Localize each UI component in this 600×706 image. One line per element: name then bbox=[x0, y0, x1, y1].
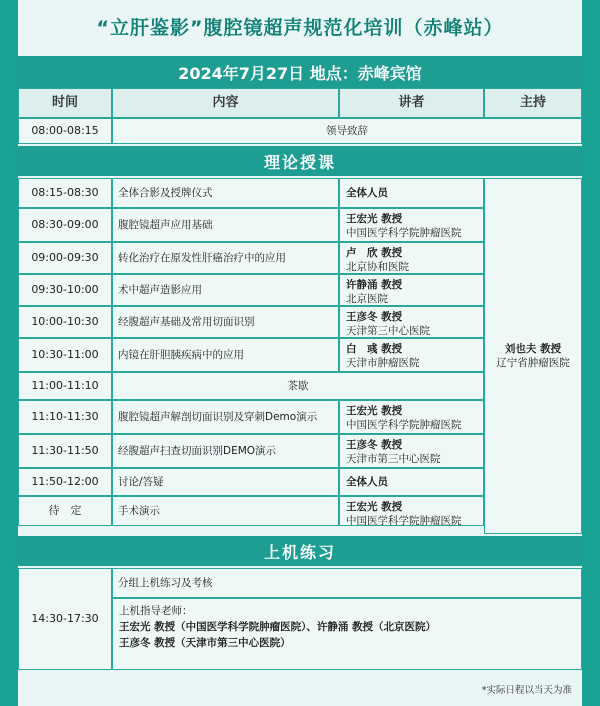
row-content: 腹腔镜超声解剖切面识别及穿刺Demo演示 bbox=[112, 400, 339, 434]
speaker-affiliation: 天津市肿瘤医院 bbox=[346, 357, 420, 369]
row-content: 手术演示 bbox=[112, 496, 339, 526]
row-speaker bbox=[339, 338, 484, 372]
speaker-name: 王宏光 教授 bbox=[346, 501, 403, 513]
row-break: 茶歇 bbox=[112, 372, 484, 400]
row-time: 11:00-11:10 bbox=[18, 372, 112, 400]
schedule-frame bbox=[18, 0, 582, 706]
host-affiliation: 辽宁省肿瘤医院 bbox=[496, 357, 570, 369]
speaker-affiliation: 中国医学科学院肿瘤医院 bbox=[346, 419, 462, 431]
host-name: 刘也夫 教授 bbox=[504, 343, 562, 355]
speaker-name: 全体人员 bbox=[346, 187, 388, 199]
row-content: 经腹超声基础及常用切面识别 bbox=[112, 306, 339, 338]
row-content: 术中超声造影应用 bbox=[112, 274, 339, 306]
section-theory: 理论授课 bbox=[18, 146, 582, 176]
row-time: 11:50-12:00 bbox=[18, 468, 112, 496]
speaker-affiliation: 北京医院 bbox=[346, 293, 388, 305]
row-speaker bbox=[339, 274, 484, 306]
header-speaker: 讲者 bbox=[339, 88, 484, 118]
row-time: 11:10-11:30 bbox=[18, 400, 112, 434]
teacher-line-1: 王宏光 教授（中国医学科学院肿瘤医院）、许静涌 教授（北京医院） bbox=[119, 621, 437, 633]
opening-time: 08:00-08:15 bbox=[18, 118, 112, 144]
row-content: 讨论/答疑 bbox=[112, 468, 339, 496]
row-time: 08:30-09:00 bbox=[18, 208, 112, 242]
speaker-name: 白 彧 教授 bbox=[346, 343, 403, 355]
row-time: 09:30-10:00 bbox=[18, 274, 112, 306]
row-speaker bbox=[339, 468, 484, 496]
row-speaker bbox=[339, 434, 484, 468]
speaker-name: 卢 欣 教授 bbox=[346, 247, 403, 259]
speaker-name: 王彦冬 教授 bbox=[346, 439, 403, 451]
host-cell bbox=[484, 178, 582, 534]
speaker-affiliation: 天津市第三中心医院 bbox=[346, 453, 441, 465]
header-time: 时间 bbox=[18, 88, 112, 118]
section-practice: 上机练习 bbox=[18, 536, 582, 566]
speaker-affiliation: 中国医学科学院肿瘤医院 bbox=[346, 515, 462, 527]
teacher-label: 上机指导老师： bbox=[119, 605, 193, 617]
header-content: 内容 bbox=[112, 88, 339, 118]
speaker-name: 王宏光 教授 bbox=[346, 405, 403, 417]
page-title: “立肝鉴影”腹腔镜超声规范化培训（赤峰站） bbox=[96, 16, 504, 39]
row-speaker bbox=[339, 178, 484, 208]
row-speaker bbox=[339, 242, 484, 274]
row-content: 经腹超声扫查切面识别DEMO演示 bbox=[112, 434, 339, 468]
practice-content: 分组上机练习及考核 bbox=[112, 568, 582, 598]
practice-teachers bbox=[112, 598, 582, 670]
speaker-affiliation: 北京协和医院 bbox=[346, 261, 409, 273]
speaker-name: 全体人员 bbox=[346, 476, 388, 488]
row-content: 转化治疗在原发性肝癌治疗中的应用 bbox=[112, 242, 339, 274]
date-location-band: 2024年7月27日 地点：赤峰宾馆 bbox=[18, 56, 582, 88]
opening-content: 领导致辞 bbox=[112, 118, 582, 144]
row-speaker bbox=[339, 208, 484, 242]
footnote: *实际日程以当天为准 bbox=[481, 685, 572, 696]
row-time: 10:00-10:30 bbox=[18, 306, 112, 338]
row-time: 08:15-08:30 bbox=[18, 178, 112, 208]
speaker-name: 王彦冬 教授 bbox=[346, 311, 403, 323]
speaker-name: 王宏光 教授 bbox=[346, 213, 403, 225]
header-host: 主持 bbox=[484, 88, 582, 118]
speaker-name: 许静涌 教授 bbox=[346, 279, 403, 291]
row-speaker bbox=[339, 496, 484, 526]
row-time: 待 定 bbox=[18, 496, 112, 526]
teacher-line-2: 王彦冬 教授（天津市第三中心医院） bbox=[119, 637, 291, 649]
row-time: 11:30-11:50 bbox=[18, 434, 112, 468]
row-content: 内镜在肝胆胰疾病中的应用 bbox=[112, 338, 339, 372]
speaker-affiliation: 天津第三中心医院 bbox=[346, 325, 430, 337]
row-content: 全体合影及授牌仪式 bbox=[112, 178, 339, 208]
speaker-affiliation: 中国医学科学院肿瘤医院 bbox=[346, 227, 462, 239]
row-speaker bbox=[339, 306, 484, 338]
practice-time: 14:30-17:30 bbox=[18, 568, 112, 670]
row-time: 09:00-09:30 bbox=[18, 242, 112, 274]
row-time: 10:30-11:00 bbox=[18, 338, 112, 372]
row-speaker bbox=[339, 400, 484, 434]
row-content: 腹腔镜超声应用基础 bbox=[112, 208, 339, 242]
